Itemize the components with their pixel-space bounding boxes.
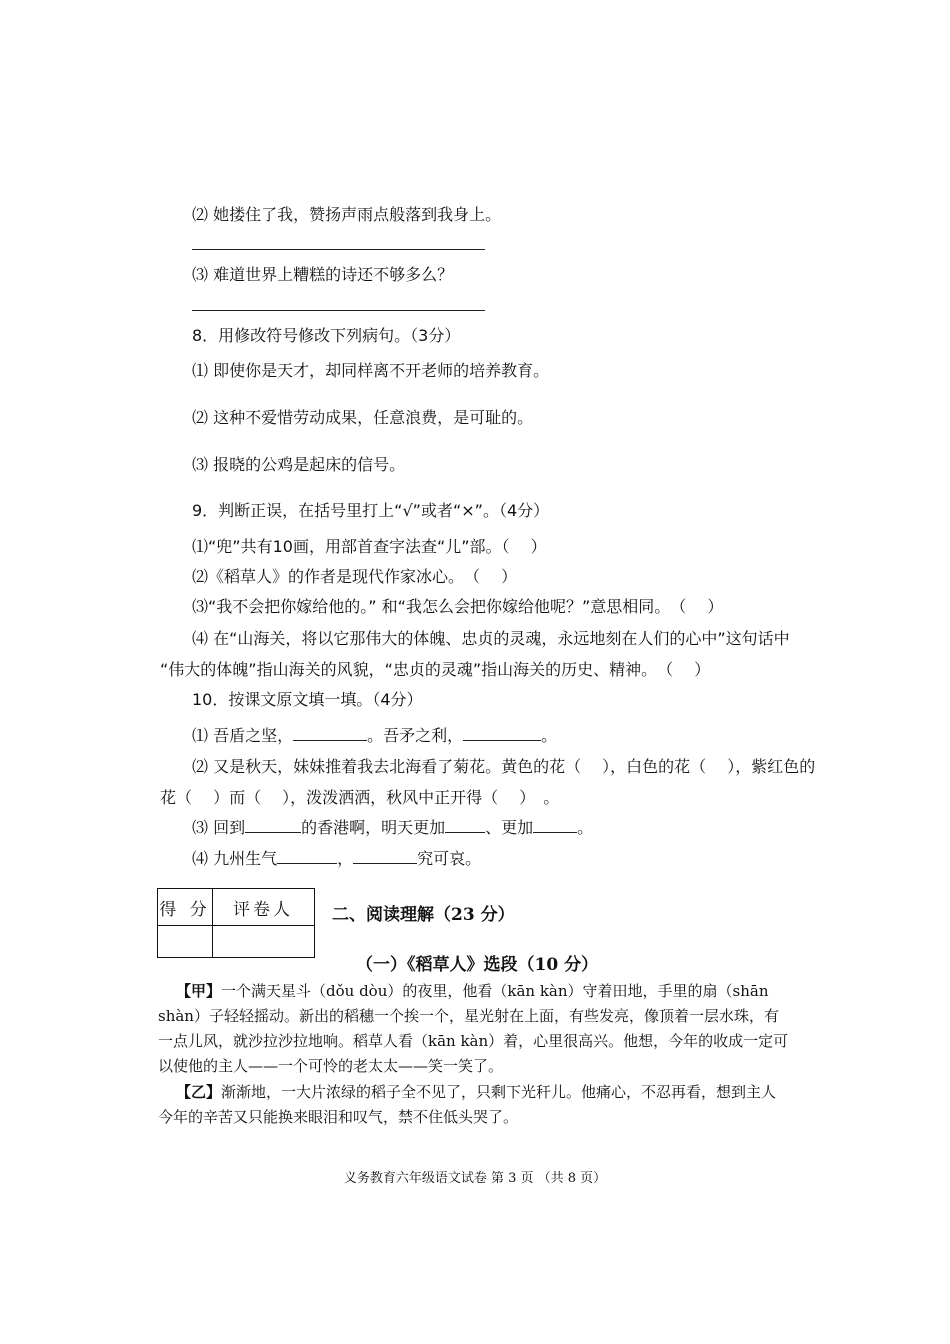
q8-item-3: ⑶ 报晓的公鸡是起床的信号。: [192, 455, 406, 474]
q10-item-2-line-2: 花（ ）而（ ），泼泼洒洒，秋风中正开得（ ） 。: [160, 788, 560, 807]
q10-item-3-blank-1[interactable]: [245, 818, 301, 833]
q10-item-4-part-a: ⑷ 九州生气: [192, 849, 278, 868]
score-cell[interactable]: [158, 926, 212, 957]
passage-yi-line-1: [176, 1082, 776, 1102]
passage-jia-mark: 【甲】: [176, 982, 222, 1000]
q10-item-1-blank-1[interactable]: [293, 726, 367, 741]
passage-jia-line-1: [176, 981, 769, 1001]
q10-item-4-blank-1[interactable]: [277, 849, 337, 864]
score-table: [157, 888, 315, 958]
q10-item-1-part-c: 。: [541, 726, 558, 745]
q10-item-3-part-d: 。: [577, 818, 594, 837]
q10-item-1-part-a: ⑴ 吾盾之坚，: [192, 726, 294, 745]
q7-item-3: ⑶ 难道世界上糟糕的诗还不够多么？: [192, 265, 454, 284]
q7-item-2: ⑵ 她搂住了我，赞扬声雨点般落到我身上。: [192, 205, 502, 224]
section-2-title: 二、阅读理解（23 分）: [332, 905, 515, 925]
q9-item-1: ⑴“兜”共有10画，用部首查字法查“儿”部。（ ）: [192, 537, 547, 556]
q9-item-4-line-1: ⑷ 在“山海关，将以它那伟大的体魄、忠贞的灵魂，永远地刻在人们的心中”这句话中: [192, 629, 790, 648]
grader-cell[interactable]: [213, 926, 314, 957]
q10-item-3-part-a: ⑶ 回到: [192, 818, 246, 837]
q8-item-2: ⑵ 这种不爱惜劳动成果，任意浪费，是可耻的。: [192, 408, 534, 427]
q10-item-3: [192, 818, 593, 838]
q10-item-1: [192, 726, 557, 746]
page-footer: 义务教育六年级语文试卷 第 3 页 （共 8 页）: [343, 1171, 607, 1186]
q10-item-1-blank-2[interactable]: [463, 726, 541, 741]
grader-label: 评卷人: [233, 900, 293, 920]
q10-item-1-part-b: 。吾矛之利，: [367, 726, 464, 745]
passage-jia-line-2: shàn）子轻轻摇动。新出的稻穗一个挨一个，星光射在上面，有些发亮，像顶着一层水珠，有: [158, 1007, 779, 1025]
q8-title: 8．用修改符号修改下列病句。（3分）: [192, 326, 461, 345]
q9-item-3: ⑶“我不会把你嫁给他的。” 和“我怎么会把你嫁给他呢？”意思相同。 （ ）: [192, 597, 724, 616]
q9-item-2: ⑵《稻草人》的作者是现代作家冰心。 （ ）: [192, 567, 518, 586]
q10-item-4-part-c: 究可哀。: [417, 849, 482, 868]
q8-item-1: ⑴ 即使你是天才，却同样离不开老师的培养教育。: [192, 361, 550, 380]
q10-item-3-part-c: 、更加: [485, 818, 534, 837]
q10-item-4-blank-2[interactable]: [353, 849, 417, 864]
q7-item-2-answer-line[interactable]: [192, 249, 485, 250]
q10-item-2-line-1: ⑵ 又是秋天，妹妹推着我去北海看了菊花。黄色的花（ ），白色的花（ ），紫红色的: [192, 757, 816, 776]
q9-title: 9．判断正误，在括号里打上“√”或者“×”。（4分）: [192, 501, 550, 520]
q10-item-4: [192, 849, 481, 869]
passage-jia-line-3: 一点儿风，就沙拉沙拉地响。稻草人看（kān kàn）着，心里很高兴。他想，今年的收成一定可: [158, 1032, 789, 1050]
q10-title: 10．按课文原文填一填。（4分）: [192, 690, 423, 709]
score-label: 得 分: [159, 900, 211, 920]
passage-jia-line-4: 以使他的主人——一个可怜的老太太——笑一笑了。: [158, 1057, 504, 1075]
section-2-subtitle: （一）《稻草人》选段（10 分）: [356, 955, 599, 975]
passage-yi-line-2: 今年的辛苦又只能换来眼泪和叹气，禁不住低头哭了。: [158, 1108, 519, 1126]
passage-yi-mark: 【乙】: [176, 1083, 222, 1101]
q9-item-4-line-2: “伟大的体魄”指山海关的风貌，“忠贞的灵魂”指山海关的历史、精神。 （ ）: [160, 660, 711, 679]
q7-item-3-answer-line[interactable]: [192, 310, 485, 311]
q10-item-3-blank-2[interactable]: [445, 818, 485, 833]
q10-item-4-part-b: ，: [337, 849, 354, 868]
passage-yi-text-1: 渐渐地，一大片浓绿的稻子全不见了，只剩下光秆儿。他痛心，不忍再看，想到主人: [221, 1083, 777, 1101]
q10-item-3-part-b: 的香港啊，明天更加: [301, 818, 446, 837]
q10-item-3-blank-3[interactable]: [533, 818, 577, 833]
passage-jia-text-1: 一个满天星斗（dǒu dòu）的夜里，他看（kān kàn）守着田地，手里的扇（shān: [221, 982, 769, 1000]
